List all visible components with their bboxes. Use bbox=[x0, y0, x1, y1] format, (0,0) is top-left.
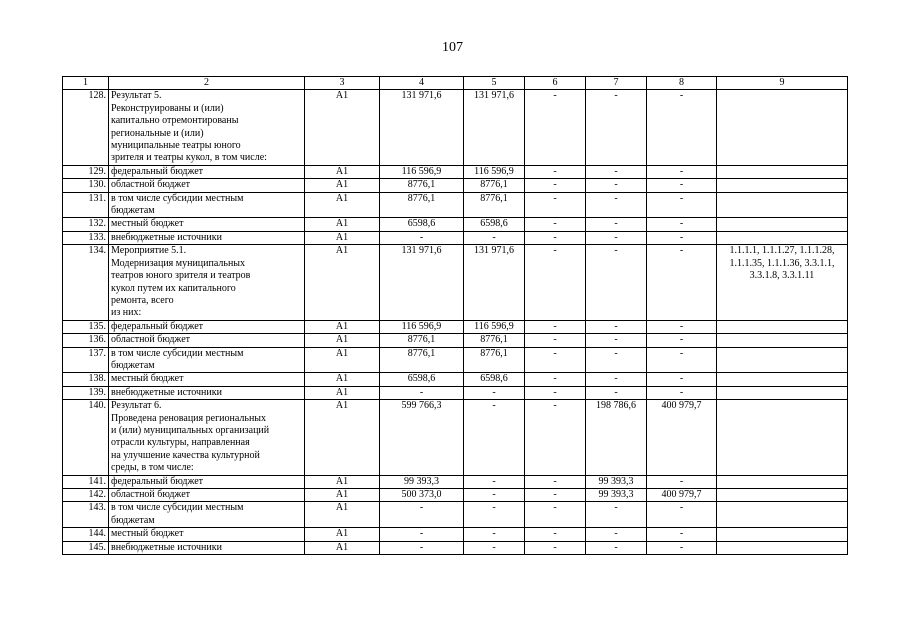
amount-col-8: - bbox=[647, 386, 717, 399]
row-label: федеральный бюджет bbox=[109, 165, 305, 178]
amount-col-8: - bbox=[647, 165, 717, 178]
row-number: 138. bbox=[63, 373, 109, 386]
row-number: 135. bbox=[63, 320, 109, 333]
amount-col-5: - bbox=[464, 541, 525, 554]
total-amount: 8776,1 bbox=[380, 192, 464, 218]
column-number: 4 bbox=[380, 77, 464, 90]
amount-col-6: - bbox=[525, 528, 586, 541]
indicator-refs bbox=[717, 502, 848, 528]
indicator-refs bbox=[717, 373, 848, 386]
amount-col-5: 116 596,9 bbox=[464, 320, 525, 333]
amount-col-7: - bbox=[586, 90, 647, 165]
column-number: 6 bbox=[525, 77, 586, 90]
amount-col-6: - bbox=[525, 231, 586, 244]
amount-col-7: - bbox=[586, 231, 647, 244]
indicator-refs bbox=[717, 192, 848, 218]
table-row bbox=[63, 489, 848, 502]
amount-col-6: - bbox=[525, 386, 586, 399]
row-label: местный бюджет bbox=[109, 528, 305, 541]
amount-col-7: - bbox=[586, 386, 647, 399]
project-code: А1 bbox=[305, 502, 380, 528]
amount-col-5: - bbox=[464, 231, 525, 244]
row-number: 134. bbox=[63, 245, 109, 320]
indicator-refs bbox=[717, 165, 848, 178]
total-amount: 131 971,6 bbox=[380, 90, 464, 165]
total-amount: 8776,1 bbox=[380, 347, 464, 373]
total-amount: - bbox=[380, 386, 464, 399]
amount-col-5: - bbox=[464, 400, 525, 475]
row-number: 131. bbox=[63, 192, 109, 218]
total-amount: - bbox=[380, 528, 464, 541]
total-amount: 116 596,9 bbox=[380, 165, 464, 178]
amount-col-7: - bbox=[586, 245, 647, 320]
amount-col-7: - bbox=[586, 334, 647, 347]
indicator-refs bbox=[717, 218, 848, 231]
amount-col-7: - bbox=[586, 218, 647, 231]
indicator-refs bbox=[717, 528, 848, 541]
column-number-row bbox=[63, 77, 848, 90]
table-row bbox=[63, 528, 848, 541]
table-row bbox=[63, 245, 848, 320]
row-number: 143. bbox=[63, 502, 109, 528]
column-number: 7 bbox=[586, 77, 647, 90]
indicator-refs bbox=[717, 475, 848, 488]
amount-col-6: - bbox=[525, 165, 586, 178]
row-label: местный бюджет bbox=[109, 373, 305, 386]
row-number: 130. bbox=[63, 179, 109, 192]
row-label: в том числе субсидии местным бюджетам bbox=[109, 192, 305, 218]
amount-col-7: 99 393,3 bbox=[586, 489, 647, 502]
table-row bbox=[63, 218, 848, 231]
row-number: 144. bbox=[63, 528, 109, 541]
amount-col-6: - bbox=[525, 320, 586, 333]
indicator-refs bbox=[717, 400, 848, 475]
project-code: А1 bbox=[305, 489, 380, 502]
amount-col-6: - bbox=[525, 245, 586, 320]
budget-table bbox=[62, 76, 848, 555]
amount-col-5: 6598,6 bbox=[464, 373, 525, 386]
table-row bbox=[63, 90, 848, 165]
project-code: А1 bbox=[305, 179, 380, 192]
project-code: А1 bbox=[305, 320, 380, 333]
indicator-refs bbox=[717, 320, 848, 333]
amount-col-7: - bbox=[586, 541, 647, 554]
table-row bbox=[63, 386, 848, 399]
row-number: 129. bbox=[63, 165, 109, 178]
total-amount: - bbox=[380, 231, 464, 244]
indicator-refs: 1.1.1.1, 1.1.1.27, 1.1.1.28, 1.1.1.35, 1.1.1.36, 3.3.1.1, 3.3.1.8, 3.3.1.11 bbox=[717, 245, 848, 320]
amount-col-7: - bbox=[586, 373, 647, 386]
project-code: А1 bbox=[305, 245, 380, 320]
amount-col-7: - bbox=[586, 192, 647, 218]
column-number: 9 bbox=[717, 77, 848, 90]
project-code: А1 bbox=[305, 347, 380, 373]
amount-col-5: 131 971,6 bbox=[464, 245, 525, 320]
column-number: 3 bbox=[305, 77, 380, 90]
amount-col-6: - bbox=[525, 475, 586, 488]
row-number: 132. bbox=[63, 218, 109, 231]
project-code: А1 bbox=[305, 528, 380, 541]
amount-col-7: - bbox=[586, 528, 647, 541]
row-number: 128. bbox=[63, 90, 109, 165]
indicator-refs bbox=[717, 541, 848, 554]
amount-col-7: - bbox=[586, 320, 647, 333]
amount-col-5: - bbox=[464, 386, 525, 399]
total-amount: 8776,1 bbox=[380, 334, 464, 347]
project-code: А1 bbox=[305, 334, 380, 347]
indicator-refs bbox=[717, 386, 848, 399]
amount-col-8: - bbox=[647, 475, 717, 488]
table-row bbox=[63, 320, 848, 333]
amount-col-5: 131 971,6 bbox=[464, 90, 525, 165]
indicator-refs bbox=[717, 489, 848, 502]
amount-col-5: - bbox=[464, 502, 525, 528]
column-number: 8 bbox=[647, 77, 717, 90]
amount-col-8: - bbox=[647, 320, 717, 333]
amount-col-7: - bbox=[586, 165, 647, 178]
row-label: Результат 5. Реконструированы и (или) капитально отремонтированы региональные и (или) муниципальные театры юного зрителя и театры кукол, в том числе: bbox=[109, 90, 305, 165]
total-amount: - bbox=[380, 502, 464, 528]
table-row bbox=[63, 231, 848, 244]
amount-col-5: 8776,1 bbox=[464, 347, 525, 373]
row-label: внебюджетные источники bbox=[109, 231, 305, 244]
amount-col-8: 400 979,7 bbox=[647, 400, 717, 475]
table-row bbox=[63, 475, 848, 488]
row-label: Мероприятие 5.1. Модернизация муниципальных театров юного зрителя и театров кукол путем их капитального ремонта, всего из них: bbox=[109, 245, 305, 320]
row-number: 139. bbox=[63, 386, 109, 399]
row-label: внебюджетные источники bbox=[109, 541, 305, 554]
row-label: областной бюджет bbox=[109, 179, 305, 192]
amount-col-8: - bbox=[647, 502, 717, 528]
table-row bbox=[63, 400, 848, 475]
total-amount: 8776,1 bbox=[380, 179, 464, 192]
amount-col-8: - bbox=[647, 334, 717, 347]
amount-col-6: - bbox=[525, 502, 586, 528]
indicator-refs bbox=[717, 179, 848, 192]
amount-col-6: - bbox=[525, 541, 586, 554]
amount-col-7: 198 786,6 bbox=[586, 400, 647, 475]
amount-col-8: - bbox=[647, 347, 717, 373]
total-amount: 99 393,3 bbox=[380, 475, 464, 488]
project-code: А1 bbox=[305, 165, 380, 178]
amount-col-5: 116 596,9 bbox=[464, 165, 525, 178]
amount-col-8: 400 979,7 bbox=[647, 489, 717, 502]
total-amount: 6598,6 bbox=[380, 218, 464, 231]
row-number: 137. bbox=[63, 347, 109, 373]
table-row bbox=[63, 347, 848, 373]
amount-col-7: 99 393,3 bbox=[586, 475, 647, 488]
amount-col-8: - bbox=[647, 218, 717, 231]
amount-col-7: - bbox=[586, 179, 647, 192]
amount-col-8: - bbox=[647, 192, 717, 218]
total-amount: 131 971,6 bbox=[380, 245, 464, 320]
table-row bbox=[63, 165, 848, 178]
amount-col-7: - bbox=[586, 502, 647, 528]
row-label: внебюджетные источники bbox=[109, 386, 305, 399]
amount-col-6: - bbox=[525, 192, 586, 218]
row-label: федеральный бюджет bbox=[109, 475, 305, 488]
project-code: А1 bbox=[305, 475, 380, 488]
row-label: местный бюджет bbox=[109, 218, 305, 231]
row-label: областной бюджет bbox=[109, 334, 305, 347]
amount-col-6: - bbox=[525, 400, 586, 475]
project-code: А1 bbox=[305, 231, 380, 244]
amount-col-6: - bbox=[525, 489, 586, 502]
table-row bbox=[63, 373, 848, 386]
amount-col-5: 6598,6 bbox=[464, 218, 525, 231]
amount-col-8: - bbox=[647, 528, 717, 541]
amount-col-5: 8776,1 bbox=[464, 179, 525, 192]
total-amount: - bbox=[380, 541, 464, 554]
indicator-refs bbox=[717, 231, 848, 244]
amount-col-6: - bbox=[525, 334, 586, 347]
amount-col-8: - bbox=[647, 373, 717, 386]
amount-col-5: - bbox=[464, 489, 525, 502]
column-number: 2 bbox=[109, 77, 305, 90]
project-code: А1 bbox=[305, 218, 380, 231]
row-label: областной бюджет bbox=[109, 489, 305, 502]
project-code: А1 bbox=[305, 192, 380, 218]
row-number: 140. bbox=[63, 400, 109, 475]
amount-col-5: 8776,1 bbox=[464, 334, 525, 347]
amount-col-6: - bbox=[525, 179, 586, 192]
table-row bbox=[63, 541, 848, 554]
project-code: А1 bbox=[305, 386, 380, 399]
column-number: 1 bbox=[63, 77, 109, 90]
table-row bbox=[63, 502, 848, 528]
amount-col-5: - bbox=[464, 528, 525, 541]
project-code: А1 bbox=[305, 400, 380, 475]
amount-col-8: - bbox=[647, 245, 717, 320]
amount-col-7: - bbox=[586, 347, 647, 373]
amount-col-8: - bbox=[647, 90, 717, 165]
amount-col-8: - bbox=[647, 231, 717, 244]
total-amount: 116 596,9 bbox=[380, 320, 464, 333]
total-amount: 500 373,0 bbox=[380, 489, 464, 502]
row-number: 133. bbox=[63, 231, 109, 244]
amount-col-6: - bbox=[525, 347, 586, 373]
amount-col-8: - bbox=[647, 179, 717, 192]
row-number: 145. bbox=[63, 541, 109, 554]
row-label: в том числе субсидии местным бюджетам bbox=[109, 502, 305, 528]
row-number: 142. bbox=[63, 489, 109, 502]
column-number: 5 bbox=[464, 77, 525, 90]
amount-col-6: - bbox=[525, 218, 586, 231]
table-row bbox=[63, 192, 848, 218]
row-number: 136. bbox=[63, 334, 109, 347]
project-code: А1 bbox=[305, 541, 380, 554]
page-number: 107 bbox=[442, 40, 463, 55]
total-amount: 6598,6 bbox=[380, 373, 464, 386]
table-row bbox=[63, 179, 848, 192]
row-label: федеральный бюджет bbox=[109, 320, 305, 333]
table-row bbox=[63, 334, 848, 347]
amount-col-8: - bbox=[647, 541, 717, 554]
project-code: А1 bbox=[305, 90, 380, 165]
amount-col-6: - bbox=[525, 90, 586, 165]
amount-col-6: - bbox=[525, 373, 586, 386]
amount-col-5: 8776,1 bbox=[464, 192, 525, 218]
total-amount: 599 766,3 bbox=[380, 400, 464, 475]
indicator-refs bbox=[717, 90, 848, 165]
amount-col-5: - bbox=[464, 475, 525, 488]
indicator-refs bbox=[717, 334, 848, 347]
row-number: 141. bbox=[63, 475, 109, 488]
project-code: А1 bbox=[305, 373, 380, 386]
indicator-refs bbox=[717, 347, 848, 373]
row-label: в том числе субсидии местным бюджетам bbox=[109, 347, 305, 373]
row-label: Результат 6. Проведена реновация региональных и (или) муниципальных организаций отрасли культуры, направленная на улучшение качества культурной среды, в том числе: bbox=[109, 400, 305, 475]
